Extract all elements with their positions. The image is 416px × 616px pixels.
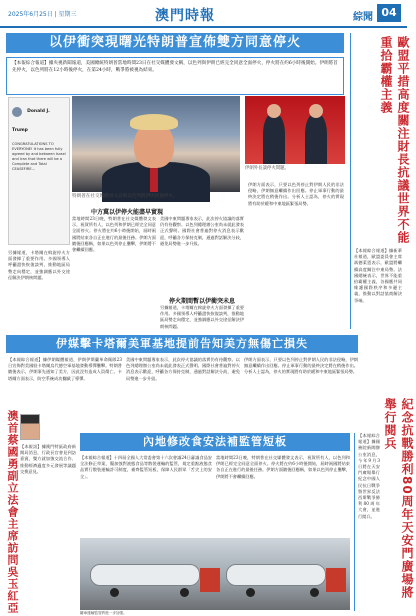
side-story-text-3: 【本報訊】據澳門特區政府新聞局消息，行政長官會見到訪嘉賓，雙方就加強交流合作、推動經濟適度多元發展等議題交換意見。: [20, 444, 76, 474]
wheel: [246, 588, 255, 597]
qatar-text-1: 【本報綜合報道】據伊朗媒體報道，伊朗伊斯蘭革命衛隊23日宣佈對美國駐卡塔爾烏代德空軍基地發動導彈襲擊。特朗普隨後表示，伊朗事先通知了美方，因此沒有造成人員傷亡。卡塔爾方面表示，防空系統成功攔截了導彈。: [8, 357, 122, 381]
post-text: CONGRATULATIONS TO EVERYONE! It has been fully agreed by and between Israel and Iran that there will be a Complete and Total CEASEFIRE...: [12, 142, 66, 171]
qatar-text-2: 美國中東問題專家表示，此次停火協議的落實仍有待觀察。以色列總理辦公室尚未就此發表正式聲明。國際社會普遍對停火消息表示歡迎，呼籲各方保持克制，通過對話解決分歧，避免局勢進一步升級。: [126, 357, 240, 381]
side-story-title-3: 澳首蔡國勇副立法會主席訪問吳玉紅亞: [6, 410, 19, 614]
section-title: 綜聞: [353, 12, 373, 23]
main-photo-caption: 特朗普在社交媒體發文宣佈以色列與伊朗同意停火。: [72, 194, 178, 199]
photo-person-right: [305, 114, 327, 164]
main-headline-bar: [6, 33, 344, 53]
wheel: [180, 588, 189, 597]
food-safety-text-2: 當地時間23日晚，特朗普在社交媒體發文表示，祝賀所有人，以色列和伊朗已經完全同意全面停火。停火將在約6小時後開始，屆時兩國將結束各自正在進行的最後任務。伊朗方面隨後回應稱，如果以色列停止襲擊，伊朗將不會繼續回應。: [216, 455, 351, 479]
avatar: [12, 107, 22, 117]
wheel: [110, 588, 119, 597]
social-post-card: [8, 97, 70, 245]
article-column-2: 美國中東問題專家表示，此次停火協議的落實仍有待觀察。以色列總理辦公室尚未就此發表正式聲明。國際社會普遍對停火消息表示歡迎，呼籲各方保持克制，通過對話解決分歧，避免局勢進一步升級。: [160, 216, 244, 246]
article-column-1: 當地時間23日晚，特朗普在社交媒體發文表示，祝賀所有人，以色列和伊朗已經完全同意全面停火。停火將在約6小時後開始，屆時兩國將結束各自正在進行的最後任務。伊朗方面隨後回應稱，如果以色列停止襲擊，伊朗將不會繼續回應。: [72, 216, 156, 253]
subhead-ceasefire: 停火期間暫以伊衝突未息: [168, 298, 235, 305]
qatar-headline: 伊媒擊卡塔爾美軍基地提前告知美方無傷亡損失: [56, 337, 308, 350]
portrait-photo: [20, 414, 40, 440]
truck-cab-1: [200, 568, 220, 592]
food-safety-headline: 內地修改食安法補監管短板: [143, 435, 287, 448]
page-number: 04: [377, 4, 401, 22]
subhead-china: 中方冀以伊停火能盡早實現: [90, 209, 163, 216]
main-headline: 以伊衝突現曙光特朗普宣佈雙方同意停火: [48, 35, 301, 50]
newspaper-logo: 澳門時報: [155, 8, 215, 24]
issue-date: 2025年6月25日 | 星期三: [8, 11, 77, 18]
side-story-title-1: 歐盟平措高度關注財長抗議世界不能重拾霸權主義: [379, 36, 410, 244]
food-safety-text-1: 【本報綜合報道】十四屆全國人大常委會第十六次會議24日審議食品安全法修正草案，擬加強對液態食品等散裝運輸的監管，規定重點液態食品實行散裝運輸許可制度，補齊監管短板，保障人民群眾「舌尖上的安全」。: [80, 455, 212, 479]
post-author: Donald J. Trump: [12, 109, 50, 133]
lead-paragraph: 【本報綜合報道】據央視新聞報道，美國總統特朗普當地時間23日在社交媒體發文稱，以色列與伊朗已經完全同意全面停火，停火將在約6小時後開始。伊朗將首先停火，以色列將在12小時後停火，在第24小時，戰爭將被視為結束。: [6, 57, 344, 95]
tanker-1: [90, 564, 200, 586]
masthead: [0, 0, 407, 28]
section-band-food-safety: [80, 433, 350, 451]
qatar-text-3: 伊朗方面表示，只要以色列停止對伊朗人民的非法侵略，伊朗無意繼續作出回應。停止軍事行動的最終決定將在稍後作出。分析人士認為，停火的實現將有助於緩和中東地區緊張局勢。: [244, 357, 358, 375]
photo-hair: [130, 114, 178, 130]
photo-head-right: [309, 104, 323, 118]
tanker-trucks-photo: [80, 538, 350, 610]
column-divider-2: [354, 433, 355, 611]
photo-person-left: [263, 114, 285, 164]
leaders-photo-caption: 伊朗外長談停火問題。: [245, 166, 289, 171]
article-column-0: 另據報道，卡塔爾在斡旋停火方面發揮了重要作用。多國領導人呼籲盡快恢復談判，推動地區局勢走向穩定，並強調應以外交途徑解決伊朗核問題。: [8, 250, 70, 280]
article-column-3: 伊朗方面表示，只要以色列停止對伊朗人民的非法侵略，伊朗無意繼續作出回應。停止軍事行動的最終決定將在稍後作出。分析人士認為，停火的實現將有助於緩和中東地區緊張局勢。: [248, 182, 344, 206]
side-story-title-2: 紀念抗戰勝利80周年天安門廣場將舉行閱兵: [383, 398, 414, 599]
side-story-text-2: 【本報綜合報道】據國務院新聞辦公室消息，今年9月3日將在天安門廣場舉行紀念中國人民抗日戰爭暨世界反法西斯戰爭勝利80周年大會，並進行閱兵。: [358, 433, 380, 519]
side-story-text-1: 【本報綜合報道】據新華社報道，歐盟委員會主席馮德萊恩表示，歐盟將繼續高度關注中東局勢。法國總統表示，世界不能重拾霸權主義，各國應共同維護國際秩序和多邊主義，推動以對話協商解決爭端。: [354, 248, 402, 303]
column-divider: [350, 33, 351, 329]
wheel: [310, 588, 319, 597]
section-band-qatar: [6, 335, 358, 353]
trucks-caption: 罐車運輸監管將進一步加強。: [80, 611, 127, 615]
photo-tie: [150, 164, 158, 192]
leaders-photo: [245, 96, 345, 164]
truck-cab-2: [326, 568, 346, 592]
article-column-2b: 另據報道，卡塔爾在斡旋停火方面發揮了重要作用。多國領導人呼籲盡快恢復談判，推動地區局勢走向穩定，並強調應以外交途徑解決伊朗核問題。: [160, 305, 244, 329]
tanker-2: [226, 564, 326, 586]
main-photo: [72, 96, 240, 192]
photo-head-left: [267, 104, 281, 118]
